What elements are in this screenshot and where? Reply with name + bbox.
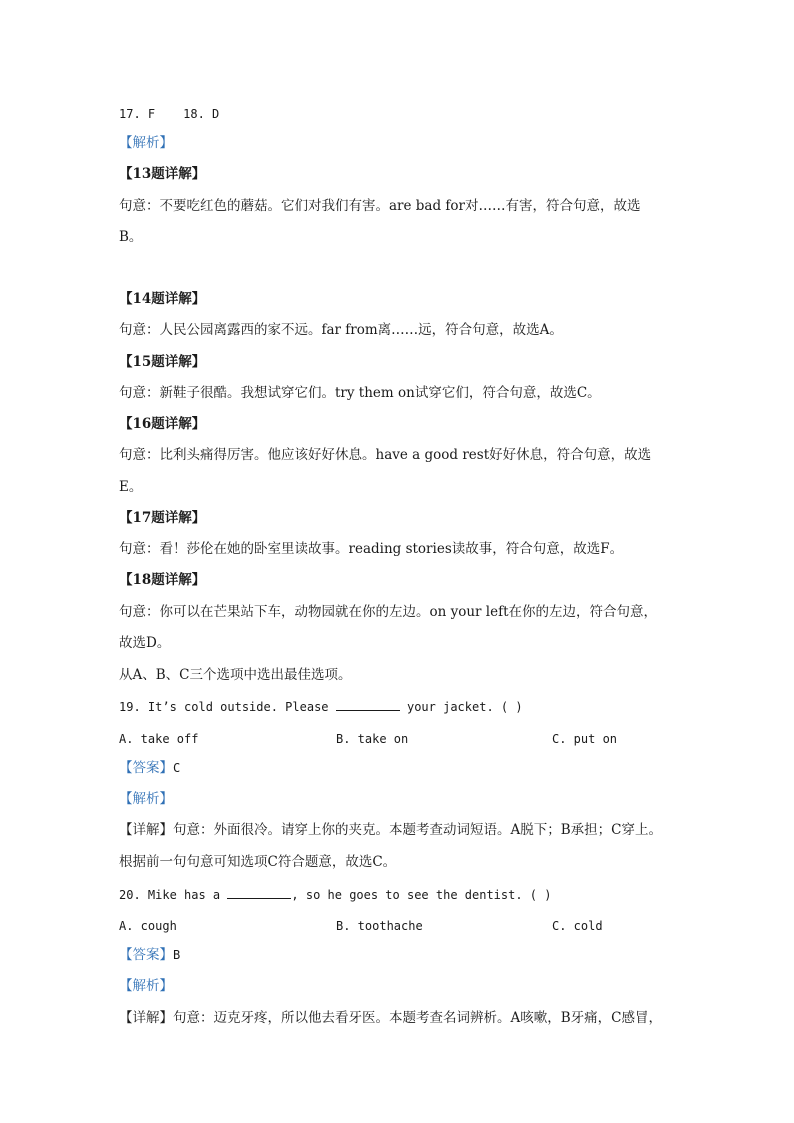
q17-text: 句意：看！莎伦在她的卧室里读故事。reading stories读故事，符合句意，故选F。	[119, 541, 624, 557]
q20-option-c: C. cold	[552, 919, 603, 933]
q20-option-b: B. toothache	[336, 919, 423, 933]
answers-17-18	[119, 104, 684, 124]
q13-text-line1: 句意：不要吃红色的蘑菇。它们对我们有害。are bad for对……有害，符合句意，故选	[119, 198, 641, 214]
q20-answer-value: B	[173, 948, 181, 962]
q20-blank	[227, 886, 291, 899]
answer-17: 17. F	[119, 107, 156, 121]
q19-blank	[336, 698, 400, 711]
q19-answer-value: C	[173, 761, 181, 775]
q20-detail-line1: 【详解】句意：迈克牙疼，所以他去看牙医。本题考查名词辨析。A咳嗽，B牙痛，C感冒，	[119, 1010, 662, 1026]
analysis-heading: 【解析】	[119, 135, 173, 151]
q19-option-c: C. put on	[552, 732, 618, 746]
q16-text-line1: 句意：比利头痛得厉害。他应该好好休息。have a good rest好好休息，符合句意，故选	[119, 447, 652, 463]
q15-title: 【15题详解】	[119, 354, 206, 370]
q13-title: 【13题详解】	[119, 166, 206, 182]
q16-text-line2: E。	[119, 479, 143, 495]
q19-stem: 19. It’s cold outside. Please your jacket. ( )	[119, 700, 523, 714]
q20-analysis-label: 【解析】	[119, 978, 173, 994]
q20-option-a: A. cough	[119, 919, 177, 933]
q18-text-line1: 句意：你可以在芒果站下车，动物园就在你的左边。on your left在你的左边，符合句意，	[119, 604, 658, 620]
q13-text-line2: B。	[119, 229, 143, 245]
q14-text: 句意：人民公园离露西的家不远。far from离……远，符合句意，故选A。	[119, 322, 563, 338]
q16-title: 【16题详解】	[119, 416, 206, 432]
q20-answer	[119, 945, 684, 965]
q19-detail-line1: 【详解】句意：外面很冷。请穿上你的夹克。本题考查动词短语。A脱下；B承担；C穿上。	[119, 822, 662, 838]
q19-option-b: B. take on	[336, 732, 409, 746]
q19-analysis-label: 【解析】	[119, 791, 173, 807]
q19-answer	[119, 758, 684, 778]
q20-stem: 20. Mike has a , so he goes to see the dentist. ( )	[119, 888, 552, 902]
section-instruction: 从A、B、C三个选项中选出最佳选项。	[119, 667, 352, 683]
q18-text-line2: 故选D。	[119, 635, 171, 651]
q17-title: 【17题详解】	[119, 510, 206, 526]
q18-title: 【18题详解】	[119, 572, 206, 588]
q14-title: 【14题详解】	[119, 291, 206, 307]
q15-text: 句意：新鞋子很酷。我想试穿它们。try them on试穿它们，符合句意，故选C。	[119, 385, 601, 401]
q19-answer-label: 【答案】	[119, 760, 173, 776]
q20-answer-label: 【答案】	[119, 947, 173, 963]
q19-detail-line2: 根据前一句句意可知选项C符合题意，故选C。	[119, 854, 397, 870]
answer-18: 18. D	[183, 107, 220, 121]
q19-option-a: A. take off	[119, 732, 199, 746]
